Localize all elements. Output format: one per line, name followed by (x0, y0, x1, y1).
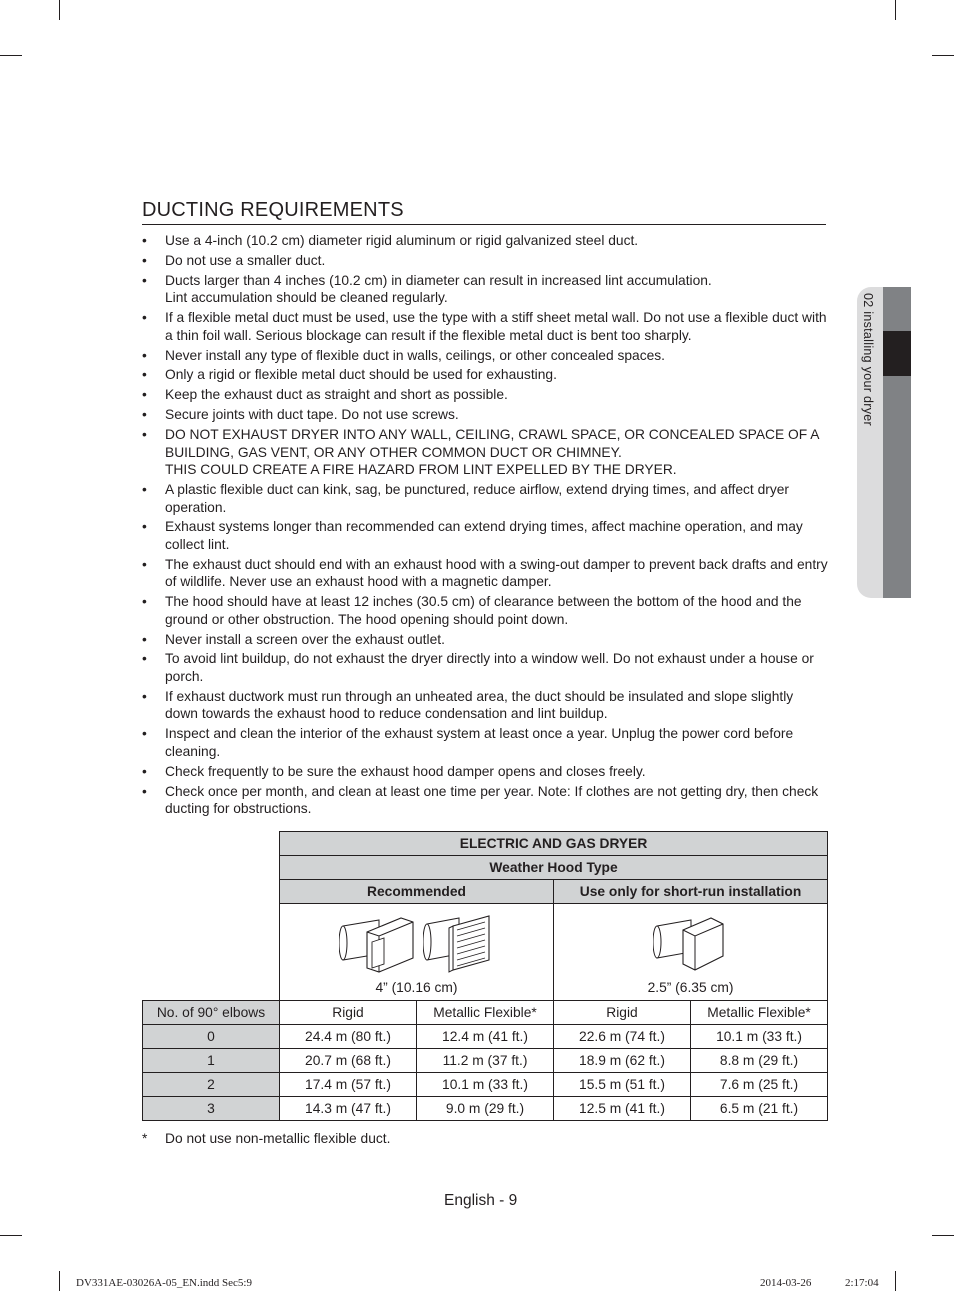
recommended-header: Recommended (280, 880, 554, 904)
heading-rule (142, 224, 826, 225)
table-cell: 10.1 m (33 ft.) (417, 1073, 554, 1097)
bullet-item: • If exhaust ductwork must run through an unheated area, the duct should be insulated and slope slightly down towards the exhaust hood to reduce condensation and lint buildup. (142, 688, 828, 723)
table-cell: 10.1 m (33 ft.) (691, 1025, 828, 1049)
recommended-size: 4” (10.16 cm) (375, 980, 458, 995)
table-corner (143, 832, 280, 1001)
table-cell: 12.4 m (41 ft.) (417, 1025, 554, 1049)
side-tab-label: 02 installing your dryer (861, 293, 875, 426)
short-run-size: 2.5” (6.35 cm) (647, 980, 734, 995)
crop-mark (59, 1271, 60, 1291)
crop-mark (895, 1271, 896, 1291)
table-cell: 7.6 m (25 ft.) (691, 1073, 828, 1097)
elbow-count: 3 (143, 1097, 280, 1121)
bullet-item: • Exhaust systems longer than recommended can extend drying times, affect machine operation, and may collect lint. (142, 518, 828, 553)
table-subtitle: Weather Hood Type (280, 856, 828, 880)
bullet-item: • The exhaust duct should end with an exhaust hood with a swing-out damper to prevent back drafts and entry of wildlife. Never use an exhaust hood with a magnetic damper. (142, 556, 828, 591)
bullet-item: • Inspect and clean the interior of the exhaust system at least once a year. Unplug the power cord before cleaning. (142, 725, 828, 760)
side-tab-marker (883, 331, 911, 376)
bullet-item: • Use a 4-inch (10.2 cm) diameter rigid aluminum or rigid galvanized steel duct. (142, 232, 828, 250)
elbow-count: 1 (143, 1049, 280, 1073)
requirements-list (142, 232, 828, 820)
slug-time: 2:17:04 (845, 1277, 879, 1289)
table-cell: 22.6 m (74 ft.) (554, 1025, 691, 1049)
table-cell: 18.9 m (62 ft.) (554, 1049, 691, 1073)
table-cell: 17.4 m (57 ft.) (280, 1073, 417, 1097)
bullet-item: • To avoid lint buildup, do not exhaust the dryer directly into a window well. Do not exhaust under a house or porch. (142, 650, 828, 685)
crop-mark (0, 55, 22, 56)
duct-length-table (142, 831, 828, 1121)
bullet-item: • Check frequently to be sure the exhaust hood damper opens and closes freely. (142, 763, 828, 781)
table-cell: 9.0 m (29 ft.) (417, 1097, 554, 1121)
short-run-header: Use only for short-run installation (554, 880, 828, 904)
bullet-item: • Do not use a smaller duct. (142, 252, 828, 270)
table-cell: 11.2 m (37 ft.) (417, 1049, 554, 1073)
subheader-flexible: Metallic Flexible* (417, 1001, 554, 1025)
slug-date: 2014-03-26 (760, 1277, 812, 1289)
page-number: English - 9 (444, 1192, 518, 1209)
table-row (143, 1025, 828, 1049)
bullet-item: • Check once per month, and clean at least one time per year. Note: If clothes are not getting dry, then check ducting for obstructions. (142, 783, 828, 818)
elbow-count: 0 (143, 1025, 280, 1049)
footnote-marker: * (142, 1131, 148, 1146)
section-heading: DUCTING REQUIREMENTS (142, 199, 404, 221)
crop-mark (0, 1235, 22, 1236)
slug-filename: DV331AE-03026A-05_EN.indd Sec5:9 (76, 1277, 252, 1289)
subheader-rigid: Rigid (554, 1001, 691, 1025)
table-cell: 14.3 m (47 ft.) (280, 1097, 417, 1121)
footnote-text: Do not use non-metallic flexible duct. (165, 1131, 391, 1146)
bullet-item: • The hood should have at least 12 inches (30.5 cm) of clearance between the bottom of the hood and the ground or other obstruction. The hood opening should point down. (142, 593, 828, 628)
bullet-item: • A plastic flexible duct can kink, sag, be punctured, reduce airflow, extend drying times, and affect dryer operation. (142, 481, 828, 516)
table-row (143, 1049, 828, 1073)
subheader-rigid: Rigid (280, 1001, 417, 1025)
bullet-item: • If a flexible metal duct must be used, use the type with a stiff sheet metal wall. Do not use a flexible duct with a thin foil wall. Serious blockage can result if the flexible metal duct is bent too sharply. (142, 309, 828, 344)
subheader-flexible: Metallic Flexible* (691, 1001, 828, 1025)
elbows-header: No. of 90° elbows (143, 1001, 280, 1025)
table-cell: 8.8 m (29 ft.) (691, 1049, 828, 1073)
elbow-count: 2 (143, 1073, 280, 1097)
crop-mark (895, 0, 896, 20)
table-cell: 15.5 m (51 ft.) (554, 1073, 691, 1097)
crop-mark (932, 1235, 954, 1236)
bullet-item: • Ducts larger than 4 inches (10.2 cm) in diameter can result in increased lint accumulation. Lint accumulation should be cleaned regularly. (142, 272, 828, 307)
table-row (143, 1097, 828, 1121)
table-cell: 12.5 m (41 ft.) (554, 1097, 691, 1121)
table-row (143, 1073, 828, 1097)
short-run-hood-cell (554, 904, 828, 1001)
hood-damper-small-icon (653, 912, 729, 974)
table-cell: 6.5 m (21 ft.) (691, 1097, 828, 1121)
table-title: ELECTRIC AND GAS DRYER (280, 832, 828, 856)
crop-mark (932, 55, 954, 56)
bullet-item: • Never install any type of flexible duct in walls, ceilings, or other concealed spaces. (142, 347, 828, 365)
bullet-item: • DO NOT EXHAUST DRYER INTO ANY WALL, CEILING, CRAWL SPACE, OR CONCEALED SPACE OF A BUILDING, GAS VENT, OR ANY OTHER COMMON DUCT OR CHIMNEY. THIS COULD CREATE A FIRE HAZARD FROM LINT EXPELLED BY THE DRYER. (142, 426, 828, 479)
table-cell: 24.4 m (80 ft.) (280, 1025, 417, 1049)
bullet-item: • Only a rigid or flexible metal duct should be used for exhausting. (142, 366, 828, 384)
hood-damper-icon (339, 912, 415, 974)
table-cell: 20.7 m (68 ft.) (280, 1049, 417, 1073)
louvered-hood-icon (423, 912, 495, 974)
crop-mark (59, 0, 60, 20)
recommended-hoods-cell (280, 904, 554, 1001)
bullet-item: • Never install a screen over the exhaust outlet. (142, 631, 828, 649)
bullet-item: • Secure joints with duct tape. Do not use screws. (142, 406, 828, 424)
bullet-item: • Keep the exhaust duct as straight and short as possible. (142, 386, 828, 404)
